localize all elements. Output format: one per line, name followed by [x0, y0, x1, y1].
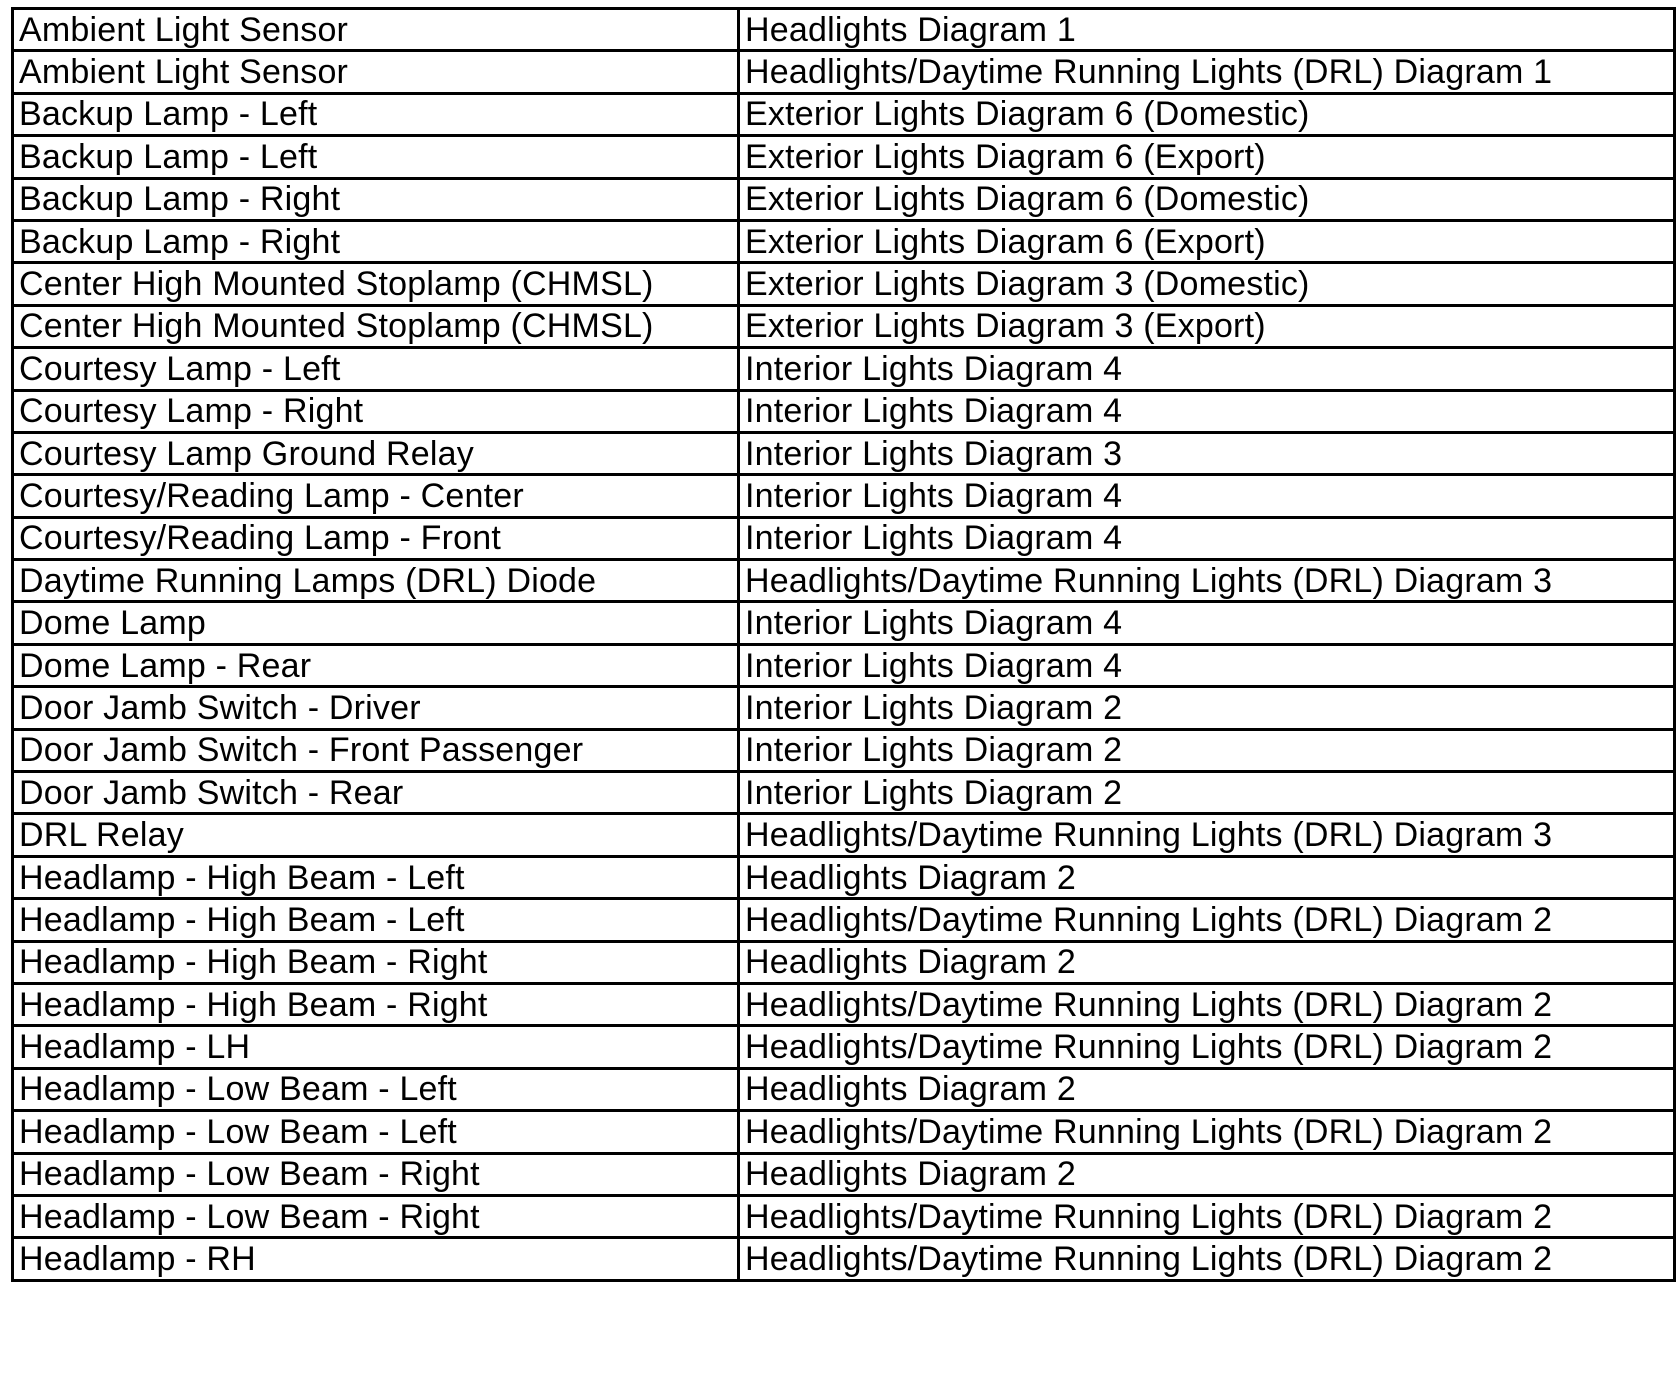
table-row: [13, 51, 1675, 93]
diagram-reference-cell: Headlights/Daytime Running Lights (DRL) Diagram 2: [739, 899, 1675, 941]
table-row: [13, 644, 1675, 686]
diagram-reference-cell: Headlights Diagram 2: [739, 1068, 1675, 1110]
diagram-reference-cell: Exterior Lights Diagram 6 (Export): [739, 220, 1675, 262]
table-row: [13, 475, 1675, 517]
table-row: [13, 899, 1675, 941]
table-row: [13, 432, 1675, 474]
component-name-cell: Center High Mounted Stoplamp (CHMSL): [13, 263, 739, 305]
diagram-reference-cell: Headlights/Daytime Running Lights (DRL) Diagram 3: [739, 814, 1675, 856]
diagram-reference-cell: Exterior Lights Diagram 6 (Domestic): [739, 178, 1675, 220]
table-row: [13, 390, 1675, 432]
component-name-cell: Courtesy Lamp - Left: [13, 348, 739, 390]
component-name-cell: Ambient Light Sensor: [13, 9, 739, 51]
table-row: [13, 263, 1675, 305]
component-name-cell: Door Jamb Switch - Front Passenger: [13, 729, 739, 771]
table-row: [13, 1026, 1675, 1068]
diagram-reference-cell: Exterior Lights Diagram 6 (Export): [739, 136, 1675, 178]
diagram-reference-cell: Interior Lights Diagram 3: [739, 432, 1675, 474]
component-name-cell: DRL Relay: [13, 814, 739, 856]
diagram-reference-cell: Interior Lights Diagram 4: [739, 644, 1675, 686]
component-name-cell: Courtesy Lamp - Right: [13, 390, 739, 432]
component-name-cell: Backup Lamp - Left: [13, 136, 739, 178]
diagram-reference-cell: Headlights Diagram 2: [739, 941, 1675, 983]
table-body: [13, 9, 1675, 1281]
table-row: [13, 602, 1675, 644]
diagram-reference-cell: Headlights Diagram 2: [739, 1153, 1675, 1195]
diagram-reference-cell: Headlights/Daytime Running Lights (DRL) Diagram 2: [739, 983, 1675, 1025]
diagram-reference-cell: Interior Lights Diagram 2: [739, 687, 1675, 729]
table-row: [13, 517, 1675, 559]
component-name-cell: Headlamp - Low Beam - Right: [13, 1195, 739, 1237]
diagram-reference-cell: Interior Lights Diagram 4: [739, 348, 1675, 390]
component-name-cell: Headlamp - High Beam - Left: [13, 856, 739, 898]
table-row: [13, 729, 1675, 771]
diagram-reference-cell: Headlights/Daytime Running Lights (DRL) Diagram 2: [739, 1195, 1675, 1237]
component-name-cell: Center High Mounted Stoplamp (CHMSL): [13, 305, 739, 347]
component-name-cell: Courtesy/Reading Lamp - Front: [13, 517, 739, 559]
component-name-cell: Dome Lamp - Rear: [13, 644, 739, 686]
table-row: [13, 772, 1675, 814]
diagram-reference-cell: Interior Lights Diagram 4: [739, 475, 1675, 517]
diagram-reference-cell: Headlights/Daytime Running Lights (DRL) Diagram 1: [739, 51, 1675, 93]
component-name-cell: Courtesy Lamp Ground Relay: [13, 432, 739, 474]
diagram-reference-cell: Interior Lights Diagram 2: [739, 772, 1675, 814]
component-name-cell: Headlamp - High Beam - Right: [13, 941, 739, 983]
component-name-cell: Ambient Light Sensor: [13, 51, 739, 93]
table-row: [13, 1238, 1675, 1280]
component-name-cell: Headlamp - High Beam - Right: [13, 983, 739, 1025]
component-name-cell: Dome Lamp: [13, 602, 739, 644]
component-name-cell: Backup Lamp - Right: [13, 220, 739, 262]
table-row: [13, 1068, 1675, 1110]
table-row: [13, 93, 1675, 135]
component-name-cell: Door Jamb Switch - Driver: [13, 687, 739, 729]
diagram-reference-cell: Headlights Diagram 2: [739, 856, 1675, 898]
table-row: [13, 983, 1675, 1025]
diagram-reference-cell: Exterior Lights Diagram 6 (Domestic): [739, 93, 1675, 135]
component-name-cell: Headlamp - Low Beam - Left: [13, 1068, 739, 1110]
table-row: [13, 305, 1675, 347]
diagram-reference-cell: Interior Lights Diagram 4: [739, 517, 1675, 559]
diagram-reference-cell: Headlights/Daytime Running Lights (DRL) Diagram 2: [739, 1026, 1675, 1068]
component-name-cell: Backup Lamp - Right: [13, 178, 739, 220]
component-name-cell: Daytime Running Lamps (DRL) Diode: [13, 560, 739, 602]
table-row: [13, 178, 1675, 220]
diagram-reference-cell: Headlights/Daytime Running Lights (DRL) Diagram 2: [739, 1238, 1675, 1280]
component-diagram-table: [11, 7, 1676, 1282]
table-row: [13, 348, 1675, 390]
diagram-reference-cell: Headlights Diagram 1: [739, 9, 1675, 51]
table-row: [13, 9, 1675, 51]
diagram-reference-cell: Headlights/Daytime Running Lights (DRL) Diagram 2: [739, 1111, 1675, 1153]
diagram-reference-cell: Headlights/Daytime Running Lights (DRL) Diagram 3: [739, 560, 1675, 602]
component-name-cell: Courtesy/Reading Lamp - Center: [13, 475, 739, 517]
component-name-cell: Headlamp - LH: [13, 1026, 739, 1068]
component-name-cell: Door Jamb Switch - Rear: [13, 772, 739, 814]
component-name-cell: Headlamp - Low Beam - Right: [13, 1153, 739, 1195]
component-index-sheet: [11, 7, 1673, 1282]
table-row: [13, 1195, 1675, 1237]
diagram-reference-cell: Exterior Lights Diagram 3 (Export): [739, 305, 1675, 347]
table-row: [13, 560, 1675, 602]
table-row: [13, 220, 1675, 262]
table-row: [13, 856, 1675, 898]
diagram-reference-cell: Interior Lights Diagram 2: [739, 729, 1675, 771]
diagram-reference-cell: Exterior Lights Diagram 3 (Domestic): [739, 263, 1675, 305]
table-row: [13, 687, 1675, 729]
diagram-reference-cell: Interior Lights Diagram 4: [739, 602, 1675, 644]
component-name-cell: Backup Lamp - Left: [13, 93, 739, 135]
diagram-reference-cell: Interior Lights Diagram 4: [739, 390, 1675, 432]
component-name-cell: Headlamp - RH: [13, 1238, 739, 1280]
table-row: [13, 1111, 1675, 1153]
table-row: [13, 136, 1675, 178]
table-row: [13, 1153, 1675, 1195]
table-row: [13, 941, 1675, 983]
component-name-cell: Headlamp - Low Beam - Left: [13, 1111, 739, 1153]
component-name-cell: Headlamp - High Beam - Left: [13, 899, 739, 941]
table-row: [13, 814, 1675, 856]
